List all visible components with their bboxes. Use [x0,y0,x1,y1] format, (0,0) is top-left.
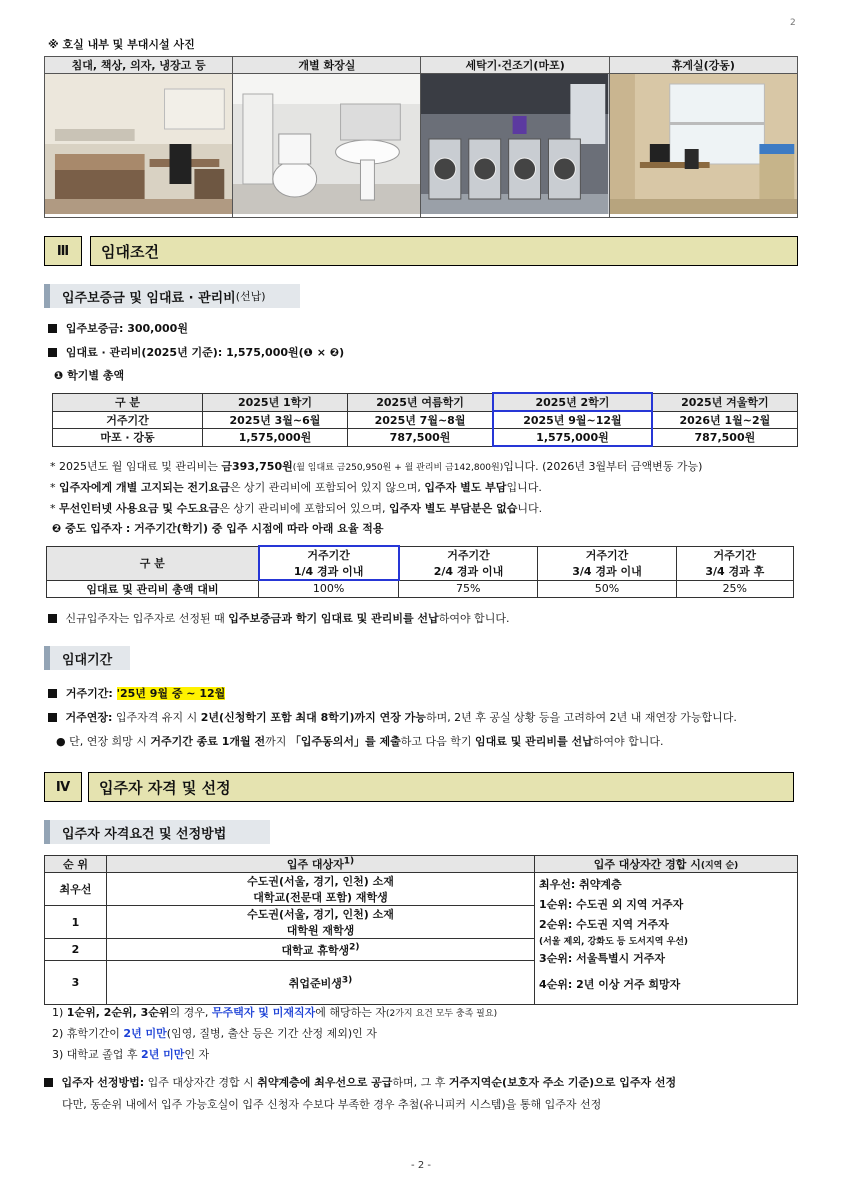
term-header-0: 구 분 [53,393,203,411]
elig-rank: 1 [45,906,107,939]
term-header-2: 2025년 여름학기 [347,393,493,411]
rate-value: 100% [259,580,399,597]
square-bullet-icon [48,348,57,357]
term-cell: 2026년 1월~2월 [652,411,798,429]
rate-value: 50% [538,580,676,597]
note-internet: * 무선인터넷 사용요금 및 수도요금은 상기 관리비에 포함되어 있으며, 입주자 별도 부담분은 없습니다. [50,502,543,515]
rate-value: 75% [399,580,538,597]
rate-header-3: 거주기간 3/4 경과 이내 [538,546,676,580]
photo-cell-room [45,74,233,218]
photo-caption-bathroom: 개별 화장실 [233,57,421,74]
elig-rank: 3 [45,961,107,1005]
selection-line-2: 다만, 동순위 내에서 입주 가능호실이 입주 신청자 수보다 부족한 경우 추첨(유니피커 시스템)을 통해 입주자 선정 [62,1098,602,1111]
term-cell: 거주기간 [53,411,203,429]
extension-line: 거주연장: 입주자격 유지 시 2년(신청학기 포함 최대 8학기)까지 연장 가능하며, 2년 후 공실 상황 등을 고려하여 2년 내 재연장 가능합니다. [48,709,737,725]
rate-header-4: 거주기간 3/4 경과 후 [676,546,793,580]
sub3-title: 입주자 자격요건 및 선정방법 [50,820,270,844]
term-cell: 마포 · 강동 [53,429,203,447]
section3-number: Ⅲ [44,236,82,266]
sub2-title: 임대기간 [50,646,130,670]
square-bullet-icon [48,324,57,333]
room-photo [45,74,232,217]
item2-label: ❷ 중도 입주자 : 거주기간(학기) 중 입주 시점에 따라 아래 요율 적용 [52,522,384,535]
page-corner-number: 2 [790,18,796,28]
term-header-4: 2025년 겨울학기 [652,393,798,411]
photo-caption-laundry: 세탁기·건조기(마포) [421,57,609,74]
term-cell: 2025년 3월~6월 [203,411,348,429]
photo-cell-lounge [609,74,797,218]
square-bullet-icon [48,713,57,722]
square-bullet-icon [44,1078,53,1087]
photo-table [44,56,798,218]
term-cell: 2025년 7월~8월 [347,411,493,429]
section4-number: Ⅳ [44,772,82,802]
note-monthly: * 2025년도 월 임대료 및 관리비는 금393,750원(월 임대료 금250,950원 + 월 관리비 금142,800원)입니다. (2026년 3월부터 금액변동 가능) [50,460,703,473]
elig-target: 대학교 휴학생$^{2)}$ [107,939,535,961]
elig-header-rank: 순 위 [45,856,107,873]
elig-priority-cell: 최우선: 취약계층 1순위: 수도권 외 지역 거주자 2순위: 수도권 지역 거주자 (서울 제외, 강화도 등 도서지역 우선) 3순위: 서울특별시 거주자 4순위: 2년 이상 거주 희망자 [535,873,798,1005]
elig-target: 수도권(서울, 경기, 인천) 소재 대학원 재학생 [107,906,535,939]
term-table [52,392,798,447]
selection-line: 입주자 선정방법: 입주 대상자간 경합 시 취약계층에 최우선으로 공급하며, 그 후 거주지역순(보호자 주소 기준)으로 입주자 선정 [44,1074,676,1090]
sub1-title: 입주보증금 및 임대료 · 관리비 (선납) [50,284,300,308]
photo-caption-lounge: 휴게실(강동) [609,57,797,74]
photo-caption-room: 침대, 책상, 의자, 냉장고 등 [45,57,233,74]
photo-cell-laundry [421,74,609,218]
period-line: 거주기간: '25년 9월 중 ~ 12월 [48,685,225,701]
square-bullet-icon [48,614,57,623]
sub2-header [44,646,130,670]
section4-title: 입주자 자격 및 선정 [88,772,794,802]
square-bullet-icon [48,689,57,698]
elig-header-priority: 입주 대상자간 경합 시(지역 순) [535,856,798,873]
rate-header-label: 구 분 [47,546,259,580]
term-cell: 1,575,000원 [493,429,652,447]
photo-cell-bathroom [233,74,421,218]
elig-header-target: 입주 대상자$^{1)}$ [107,856,535,873]
laundry-photo [421,74,608,217]
item1-label: ❶ 학기별 총액 [54,369,125,382]
photos-heading: ※ 호실 내부 및 부대시설 사진 [48,38,195,51]
term-cell: 2025년 9월~12월 [493,411,652,429]
footnote-2: 2) 휴학기간이 2년 미만(임영, 질병, 출산 등은 기간 산정 제외)인 자 [52,1027,377,1040]
rate-header-2: 거주기간 2/4 경과 이내 [399,546,538,580]
rent-line: 임대료 · 관리비(2025년 기준): 1,575,000원(❶ × ❷) [48,344,344,360]
term-header-3: 2025년 2학기 [493,393,652,411]
term-header-1: 2025년 1학기 [203,393,348,411]
eligibility-table [44,855,798,1005]
footnote-1: 1) 1순위, 2순위, 3순위의 경우, 무주택자 및 미재직자에 해당하는 자(2가지 요건 모두 충족 필요) [52,1006,498,1019]
deposit-line: 입주보증금: 300,000원 [48,320,188,336]
rate-value: 25% [676,580,793,597]
extension-bullet: ● 단, 연장 희망 시 거주기간 종료 1개월 전까지 「입주동의서」를 제출하고 다음 학기 임대료 및 관리비를 선납하여야 합니다. [56,735,664,748]
note-electric: * 입주자에게 개별 고지되는 전기요금은 상기 관리비에 포함되어 있지 않으며, 입주자 별도 부담입니다. [50,481,542,494]
new-resident-line: 신규입주자는 입주자로 선정된 때 입주보증금과 학기 임대료 및 관리비를 선납하여야 합니다. [48,610,509,626]
section3-title: 임대조건 [90,236,798,266]
rate-table [46,545,794,598]
term-cell: 787,500원 [347,429,493,447]
bathroom-photo [233,74,420,217]
lounge-photo [610,74,797,217]
term-cell: 1,575,000원 [203,429,348,447]
footnote-3: 3) 대학교 졸업 후 2년 미만인 자 [52,1048,210,1061]
rate-header-1: 거주기간 1/4 경과 이내 [259,546,399,580]
rate-row-label: 임대료 및 관리비 총액 대비 [47,580,259,597]
sub1-header [44,284,300,308]
elig-target: 수도권(서울, 경기, 인천) 소재 대학교(전문대 포함) 재학생 [107,873,535,906]
term-cell: 787,500원 [652,429,798,447]
sub3-header [44,820,270,844]
elig-rank: 최우선 [45,873,107,906]
elig-target: 취업준비생$^{3)}$ [107,961,535,1005]
elig-rank: 2 [45,939,107,961]
page-footer: - 2 - [411,1160,431,1171]
